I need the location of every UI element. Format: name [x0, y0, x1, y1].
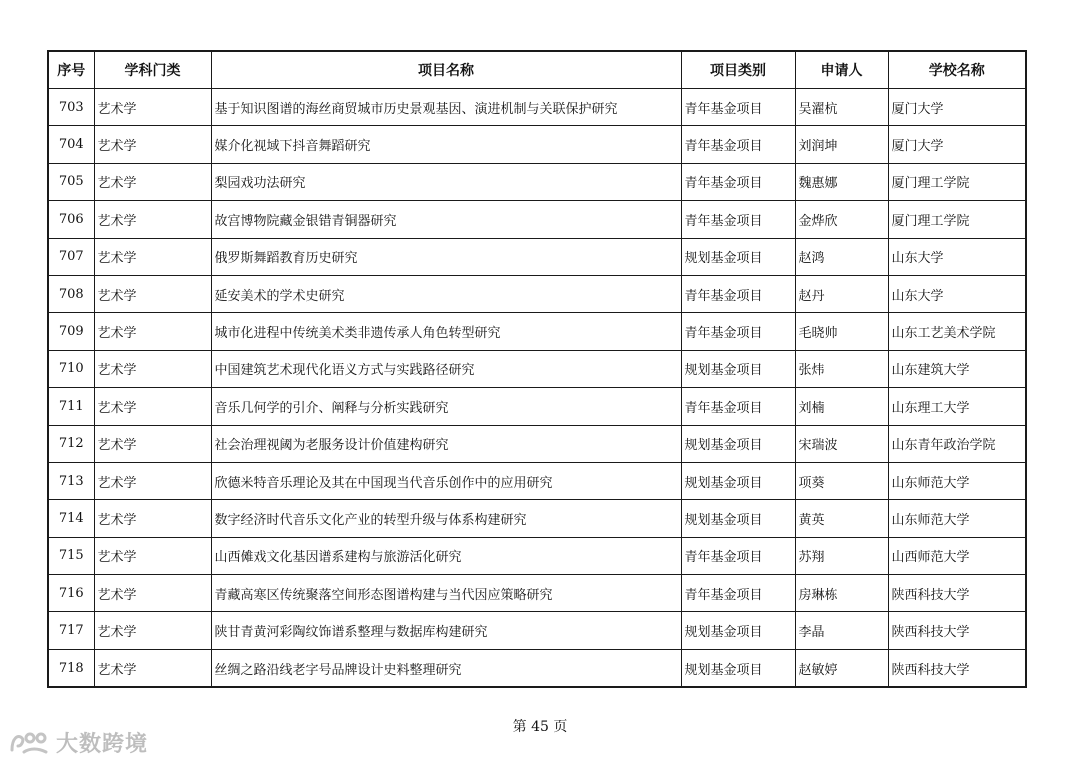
cell-project-type: 青年基金项目: [681, 163, 795, 200]
table-row: [48, 462, 1026, 499]
header-school: 学校名称: [888, 51, 1026, 89]
cell-seq: 712: [48, 425, 94, 462]
cell-school: 山东青年政治学院: [888, 425, 1026, 462]
cell-project-type: 青年基金项目: [681, 201, 795, 238]
cell-discipline: 艺术学: [94, 313, 211, 350]
table-row: [48, 313, 1026, 350]
cell-school: 陕西科技大学: [888, 649, 1026, 687]
cell-project-type: 青年基金项目: [681, 126, 795, 163]
table-row: [48, 425, 1026, 462]
cell-project-name: 媒介化视域下抖音舞蹈研究: [211, 126, 681, 163]
cell-discipline: 艺术学: [94, 425, 211, 462]
cell-seq: 716: [48, 575, 94, 612]
cell-applicant: 吴濯杭: [795, 89, 888, 126]
cell-project-name: 基于知识图谱的海丝商贸城市历史景观基因、演进机制与关联保护研究: [211, 89, 681, 126]
cell-applicant: 赵鸿: [795, 238, 888, 275]
cell-project-type: 规划基金项目: [681, 350, 795, 387]
cell-discipline: 艺术学: [94, 275, 211, 312]
cell-discipline: 艺术学: [94, 537, 211, 574]
cell-applicant: 赵敏婷: [795, 649, 888, 687]
cell-project-type: 规划基金项目: [681, 612, 795, 649]
project-table: [47, 50, 1027, 688]
cell-school: 山东工艺美术学院: [888, 313, 1026, 350]
cell-seq: 717: [48, 612, 94, 649]
cell-school: 山东师范大学: [888, 500, 1026, 537]
cell-project-type: 青年基金项目: [681, 89, 795, 126]
cell-school: 山东大学: [888, 238, 1026, 275]
cell-seq: 703: [48, 89, 94, 126]
cell-applicant: 刘润坤: [795, 126, 888, 163]
cell-project-name: 陕甘青黄河彩陶纹饰谱系整理与数据库构建研究: [211, 612, 681, 649]
cell-discipline: 艺术学: [94, 238, 211, 275]
cell-discipline: 艺术学: [94, 163, 211, 200]
cell-discipline: 艺术学: [94, 388, 211, 425]
cell-project-type: 青年基金项目: [681, 575, 795, 612]
table-row: [48, 575, 1026, 612]
cell-discipline: 艺术学: [94, 201, 211, 238]
cell-seq: 708: [48, 275, 94, 312]
cell-applicant: 李晶: [795, 612, 888, 649]
table-row: [48, 163, 1026, 200]
cell-project-name: 青藏高寒区传统聚落空间形态图谱构建与当代因应策略研究: [211, 575, 681, 612]
table-row: [48, 388, 1026, 425]
cell-project-type: 规划基金项目: [681, 425, 795, 462]
cell-project-name: 城市化进程中传统美术类非遗传承人角色转型研究: [211, 313, 681, 350]
cell-project-type: 规划基金项目: [681, 649, 795, 687]
cell-school: 陕西科技大学: [888, 612, 1026, 649]
cell-project-type: 青年基金项目: [681, 313, 795, 350]
table-row: [48, 238, 1026, 275]
cell-school: 山东建筑大学: [888, 350, 1026, 387]
cell-project-name: 梨园戏功法研究: [211, 163, 681, 200]
cell-applicant: 金烨欣: [795, 201, 888, 238]
table-row: [48, 500, 1026, 537]
table-row: [48, 89, 1026, 126]
cell-discipline: 艺术学: [94, 350, 211, 387]
table-row: [48, 350, 1026, 387]
cell-project-type: 青年基金项目: [681, 537, 795, 574]
cell-discipline: 艺术学: [94, 462, 211, 499]
cell-seq: 705: [48, 163, 94, 200]
header-seq: 序号: [48, 51, 94, 89]
cell-school: 陕西科技大学: [888, 575, 1026, 612]
cell-applicant: 宋瑞波: [795, 425, 888, 462]
cell-discipline: 艺术学: [94, 649, 211, 687]
cell-school: 厦门大学: [888, 126, 1026, 163]
cell-applicant: 黄英: [795, 500, 888, 537]
cell-seq: 714: [48, 500, 94, 537]
cell-discipline: 艺术学: [94, 126, 211, 163]
header-project-type: 项目类别: [681, 51, 795, 89]
cell-applicant: 毛晓帅: [795, 313, 888, 350]
cell-seq: 713: [48, 462, 94, 499]
table-body: [48, 89, 1026, 688]
cell-project-type: 青年基金项目: [681, 275, 795, 312]
cell-project-name: 数字经济时代音乐文化产业的转型升级与体系构建研究: [211, 500, 681, 537]
table-row: [48, 275, 1026, 312]
cell-applicant: 张炜: [795, 350, 888, 387]
cell-discipline: 艺术学: [94, 575, 211, 612]
cell-applicant: 魏惠娜: [795, 163, 888, 200]
page-number: 第 45 页: [512, 719, 568, 735]
cell-seq: 706: [48, 201, 94, 238]
cell-project-type: 规划基金项目: [681, 462, 795, 499]
cell-seq: 704: [48, 126, 94, 163]
cell-seq: 715: [48, 537, 94, 574]
brand-logo-icon: [8, 728, 52, 756]
cell-seq: 710: [48, 350, 94, 387]
table-row: [48, 126, 1026, 163]
table-row: [48, 537, 1026, 574]
table-row: [48, 201, 1026, 238]
cell-project-name: 俄罗斯舞蹈教育历史研究: [211, 238, 681, 275]
cell-applicant: 项葵: [795, 462, 888, 499]
cell-seq: 711: [48, 388, 94, 425]
cell-applicant: 赵丹: [795, 275, 888, 312]
cell-applicant: 房琳栋: [795, 575, 888, 612]
cell-school: 厦门理工学院: [888, 163, 1026, 200]
table-row: [48, 649, 1026, 687]
cell-school: 山西师范大学: [888, 537, 1026, 574]
cell-discipline: 艺术学: [94, 500, 211, 537]
cell-school: 山东大学: [888, 275, 1026, 312]
cell-school: 山东师范大学: [888, 462, 1026, 499]
cell-project-name: 中国建筑艺术现代化语义方式与实践路径研究: [211, 350, 681, 387]
cell-discipline: 艺术学: [94, 89, 211, 126]
cell-school: 厦门理工学院: [888, 201, 1026, 238]
table-header-row: [48, 51, 1026, 89]
cell-project-name: 丝绸之路沿线老字号品牌设计史料整理研究: [211, 649, 681, 687]
cell-project-type: 规划基金项目: [681, 500, 795, 537]
cell-applicant: 苏翔: [795, 537, 888, 574]
cell-seq: 709: [48, 313, 94, 350]
cell-seq: 718: [48, 649, 94, 687]
cell-applicant: 刘楠: [795, 388, 888, 425]
cell-project-name: 故宫博物院藏金银错青铜器研究: [211, 201, 681, 238]
header-project-name: 项目名称: [211, 51, 681, 89]
cell-school: 山东理工大学: [888, 388, 1026, 425]
cell-seq: 707: [48, 238, 94, 275]
cell-project-name: 音乐几何学的引介、阐释与分析实践研究: [211, 388, 681, 425]
header-discipline: 学科门类: [94, 51, 211, 89]
header-applicant: 申请人: [795, 51, 888, 89]
cell-project-name: 欣德米特音乐理论及其在中国现当代音乐创作中的应用研究: [211, 462, 681, 499]
cell-discipline: 艺术学: [94, 612, 211, 649]
cell-project-type: 青年基金项目: [681, 388, 795, 425]
cell-project-name: 延安美术的学术史研究: [211, 275, 681, 312]
cell-project-name: 社会治理视阈为老服务设计价值建构研究: [211, 425, 681, 462]
watermark: [8, 726, 148, 758]
cell-project-type: 规划基金项目: [681, 238, 795, 275]
table-row: [48, 612, 1026, 649]
cell-school: 厦门大学: [888, 89, 1026, 126]
watermark-text: 大数跨境: [56, 731, 149, 757]
cell-project-name: 山西傩戏文化基因谱系建构与旅游活化研究: [211, 537, 681, 574]
